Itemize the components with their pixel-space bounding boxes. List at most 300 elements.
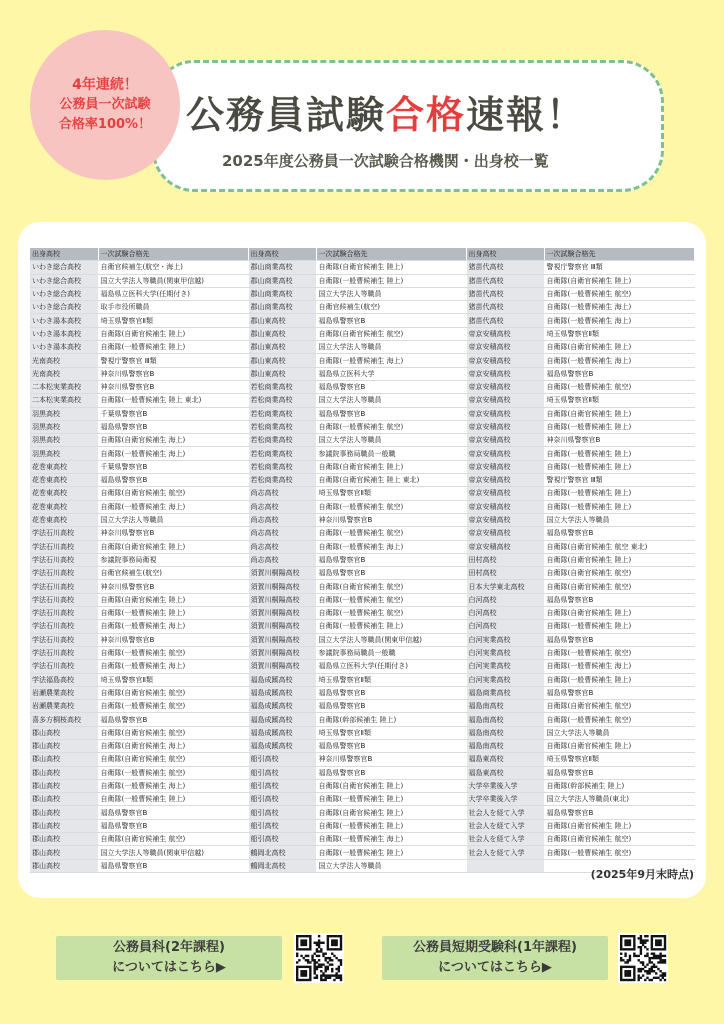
school-cell: 学法石川高校 xyxy=(30,633,98,646)
exam-cell: 埼玉県警察官Ⅱ類 xyxy=(544,394,694,407)
school-cell: 帝京安積高校 xyxy=(466,513,544,526)
table-row xyxy=(30,819,694,832)
title-part-1: 公務員試験 xyxy=(186,93,387,137)
school-cell: 船引高校 xyxy=(248,753,316,766)
exam-cell: 自衛隊(一般曹候補生 航空) xyxy=(544,287,694,300)
school-cell: 郡山高校 xyxy=(30,819,98,832)
school-cell: 帝京安積高校 xyxy=(466,327,544,340)
school-cell: 須賀川桐陽高校 xyxy=(248,620,316,633)
exam-cell: 国立大学法人等職員 xyxy=(316,287,466,300)
table-row xyxy=(30,500,694,513)
exam-cell: 千葉県警察官B xyxy=(98,460,248,473)
school-cell: 羽黒高校 xyxy=(30,420,98,433)
school-cell: 羽黒高校 xyxy=(30,434,98,447)
school-cell: 郡山高校 xyxy=(30,766,98,779)
school-cell: 若松商業高校 xyxy=(248,394,316,407)
school-cell: 学法石川高校 xyxy=(30,607,98,620)
school-cell: 福島商業高校 xyxy=(466,686,544,699)
school-cell: 船引高校 xyxy=(248,779,316,792)
exam-cell: 自衛隊(一般曹候補生 陸上) xyxy=(316,846,466,859)
course-2year-link-button[interactable] xyxy=(56,936,282,980)
header-exam-2: 一次試験合格先 xyxy=(316,248,466,261)
school-cell: 帝京安積高校 xyxy=(466,354,544,367)
school-cell: 光南高校 xyxy=(30,354,98,367)
header-school-2: 出身高校 xyxy=(248,248,316,261)
exam-cell: 自衛官候補生(航空) xyxy=(98,567,248,580)
button-label-line-1: 公務員科(2年課程) xyxy=(113,940,225,955)
school-cell: 郡山高校 xyxy=(30,753,98,766)
school-cell: 花巻東高校 xyxy=(30,513,98,526)
school-cell: 尚志高校 xyxy=(248,527,316,540)
school-cell: 郡山高校 xyxy=(30,806,98,819)
school-cell: 福島東高校 xyxy=(466,766,544,779)
exam-cell: 自衛隊(一般曹候補生 航空) xyxy=(98,766,248,779)
exam-cell: 警視庁警察官 Ⅲ類 xyxy=(544,474,694,487)
exam-cell: 参議院事務局職員一般職 xyxy=(316,447,466,460)
table-row xyxy=(30,327,694,340)
school-cell: 社会人を経て入学 xyxy=(466,846,544,859)
school-cell: 福島南高校 xyxy=(466,700,544,713)
school-cell: 船引高校 xyxy=(248,806,316,819)
school-cell: 福島成蹊高校 xyxy=(248,713,316,726)
exam-cell: 福島県警察官B xyxy=(544,686,694,699)
exam-cell: 自衛隊(自衛官候補生 陸上) xyxy=(544,607,694,620)
school-cell: 郡山東高校 xyxy=(248,314,316,327)
exam-cell: 国立大学法人等職員(東北) xyxy=(544,793,694,806)
school-cell: 学法石川高校 xyxy=(30,593,98,606)
table-row xyxy=(30,474,694,487)
school-cell: 帝京安積高校 xyxy=(466,341,544,354)
exam-cell: 神奈川県警察官B xyxy=(544,434,694,447)
exam-cell: 福島県警察官B xyxy=(98,713,248,726)
exam-cell: 神奈川県警察官B xyxy=(316,753,466,766)
exam-cell: 福島県警察官B xyxy=(544,527,694,540)
school-cell: 白河実業高校 xyxy=(466,660,544,673)
school-cell: 船引高校 xyxy=(248,819,316,832)
school-cell: 日本大学東北高校 xyxy=(466,580,544,593)
exam-cell: 国立大学法人等職員 xyxy=(316,434,466,447)
exam-cell: 自衛隊(一般曹候補生 航空) xyxy=(316,527,466,540)
exam-cell: 参議院事務局衛視 xyxy=(98,553,248,566)
school-cell: 社会人を経て入学 xyxy=(466,819,544,832)
school-cell: 船引高校 xyxy=(248,833,316,846)
exam-cell: 福島県警察官B xyxy=(316,553,466,566)
header-school-1: 出身高校 xyxy=(30,248,98,261)
table-row xyxy=(30,380,694,393)
school-cell: 須賀川桐陽高校 xyxy=(248,607,316,620)
school-cell: 郡山商業高校 xyxy=(248,274,316,287)
table-row xyxy=(30,354,694,367)
school-cell: いわき湯本高校 xyxy=(30,314,98,327)
exam-cell: 自衛隊(一般曹候補生 航空) xyxy=(316,500,466,513)
table-row xyxy=(30,420,694,433)
button-label-line-1: 公務員短期受験科(1年課程) xyxy=(413,940,577,955)
school-cell: 福島南高校 xyxy=(466,726,544,739)
exam-cell: 自衛隊(自衛官候補生 陸上) xyxy=(316,806,466,819)
exam-cell: 警視庁警察官 Ⅲ類 xyxy=(544,261,694,274)
table-row xyxy=(30,739,694,752)
school-cell: 郡山東高校 xyxy=(248,341,316,354)
exam-cell: 自衛隊(一般曹候補生 海上) xyxy=(544,354,694,367)
school-cell: 学法石川高校 xyxy=(30,567,98,580)
exam-cell: 自衛隊(一般曹候補生 陸上) xyxy=(98,341,248,354)
exam-cell: 自衛隊(自衛官候補生 航空) xyxy=(98,686,248,699)
school-cell: 学法石川高校 xyxy=(30,527,98,540)
exam-cell: 自衛隊(自衛官候補生 海上) xyxy=(98,434,248,447)
exam-cell: 自衛隊(一般曹候補生 航空) xyxy=(316,593,466,606)
exam-cell: 国立大学法人等職員 xyxy=(544,513,694,526)
exam-cell: 自衛隊(一般曹候補生 航空) xyxy=(316,607,466,620)
exam-cell: 自衛隊(自衛官候補生 航空) xyxy=(544,833,694,846)
exam-cell: 自衛隊(一般曹候補生 航空) xyxy=(544,380,694,393)
exam-cell: 福島県警察官B xyxy=(544,367,694,380)
exam-cell: 自衛隊(自衛官候補生 陸上) xyxy=(316,460,466,473)
qr-code-icon[interactable] xyxy=(294,933,344,983)
school-cell: 船引高校 xyxy=(248,793,316,806)
school-cell: 船引高校 xyxy=(248,766,316,779)
button-label-line-2: についてはこちら▶ xyxy=(112,960,226,975)
school-cell: 福島東高校 xyxy=(466,753,544,766)
exam-cell: 自衛隊(一般曹候補生 海上) xyxy=(544,314,694,327)
exam-cell: 神奈川県警察官B xyxy=(316,513,466,526)
exam-cell: 自衛隊(一般曹候補生 海上) xyxy=(98,779,248,792)
school-cell: 花巻東高校 xyxy=(30,487,98,500)
exam-cell: 国立大学法人等職員 xyxy=(316,859,466,872)
exam-cell: 自衛隊(自衛官候補生 航空) xyxy=(98,487,248,500)
exam-cell: 福島県立医科大学(任期付き) xyxy=(98,287,248,300)
school-cell: 帝京安積高校 xyxy=(466,460,544,473)
exam-cell: 自衛隊(一般曹候補生 陸上) xyxy=(544,460,694,473)
exam-cell: 埼玉県警察官Ⅱ類 xyxy=(544,753,694,766)
school-cell: 郡山東高校 xyxy=(248,354,316,367)
exam-cell: 自衛隊(自衛官候補生 陸上) xyxy=(544,553,694,566)
school-cell: 帝京安積高校 xyxy=(466,394,544,407)
school-cell: 学法石川高校 xyxy=(30,553,98,566)
exam-cell: 自衛隊(自衛官候補生 陸上) xyxy=(316,261,466,274)
school-cell: 福島南高校 xyxy=(466,739,544,752)
exam-cell: 国立大学法人等職員 xyxy=(316,341,466,354)
exam-cell: 自衛隊(自衛官候補生 航空) xyxy=(316,580,466,593)
school-cell: 郡山高校 xyxy=(30,726,98,739)
school-cell: 須賀川桐陽高校 xyxy=(248,660,316,673)
exam-cell: 福島県警察官B xyxy=(98,420,248,433)
school-cell: 福島成蹊高校 xyxy=(248,726,316,739)
school-cell: いわき総合高校 xyxy=(30,261,98,274)
school-cell: 帝京安積高校 xyxy=(466,487,544,500)
table-row xyxy=(30,766,694,779)
school-cell: 郡山高校 xyxy=(30,793,98,806)
exam-cell: 福島県警察官B xyxy=(98,474,248,487)
exam-cell: 自衛隊(一般曹候補生 陸上) xyxy=(316,274,466,287)
school-cell: いわき湯本高校 xyxy=(30,341,98,354)
exam-cell: 埼玉県警察官Ⅱ類 xyxy=(98,314,248,327)
school-cell: 郡山高校 xyxy=(30,779,98,792)
school-cell xyxy=(466,859,544,872)
exam-cell: 福島県立医科大学 xyxy=(316,367,466,380)
table-row xyxy=(30,580,694,593)
school-cell: 学法石川高校 xyxy=(30,580,98,593)
header-exam-3: 一次試験合格先 xyxy=(544,248,694,261)
school-cell: 白河実業高校 xyxy=(466,633,544,646)
table-row xyxy=(30,434,694,447)
school-cell: 福島成蹊高校 xyxy=(248,739,316,752)
exam-cell: 自衛隊(自衛官候補生 陸上) xyxy=(544,739,694,752)
exam-cell: 自衛隊(自衛官候補生 航空) xyxy=(98,726,248,739)
table-row xyxy=(30,779,694,792)
school-cell: 若松商業高校 xyxy=(248,420,316,433)
school-cell: 福島南高校 xyxy=(466,713,544,726)
school-cell: 大学卒業後入学 xyxy=(466,793,544,806)
school-cell: 大学卒業後入学 xyxy=(466,779,544,792)
achievement-badge xyxy=(36,36,174,174)
school-cell: 若松商業高校 xyxy=(248,407,316,420)
school-cell: 田村高校 xyxy=(466,553,544,566)
table-row xyxy=(30,846,694,859)
exam-cell: 自衛隊(自衛官候補生 航空) xyxy=(98,753,248,766)
school-cell: 花巻東高校 xyxy=(30,500,98,513)
school-cell: 郡山高校 xyxy=(30,833,98,846)
table-row xyxy=(30,726,694,739)
exam-cell: 国立大学法人等職員(関東甲信越) xyxy=(316,633,466,646)
school-cell: 猪苗代高校 xyxy=(466,314,544,327)
table-row xyxy=(30,646,694,659)
exam-cell: 自衛隊(自衛官候補生 海上) xyxy=(98,739,248,752)
table-row xyxy=(30,607,694,620)
school-cell: 岩瀬農業高校 xyxy=(30,700,98,713)
page-title xyxy=(186,84,586,139)
exam-cell: 自衛隊(一般曹候補生 海上) xyxy=(98,447,248,460)
exam-cell: 福島県警察官B xyxy=(316,314,466,327)
school-cell: 鶴岡北高校 xyxy=(248,846,316,859)
table-row xyxy=(30,367,694,380)
exam-cell: 警視庁警察官 Ⅲ類 xyxy=(98,354,248,367)
school-cell: 尚志高校 xyxy=(248,553,316,566)
exam-cell: 福島県警察官B xyxy=(544,806,694,819)
school-cell: 羽黒高校 xyxy=(30,447,98,460)
title-part-2: 速報！ xyxy=(466,93,587,137)
school-cell: 尚志高校 xyxy=(248,500,316,513)
exam-cell: 自衛隊(自衛官候補生 航空) xyxy=(316,327,466,340)
school-cell: 光南高校 xyxy=(30,367,98,380)
header-school-3: 出身高校 xyxy=(466,248,544,261)
exam-cell: 福島県警察官B xyxy=(316,380,466,393)
school-cell: 須賀川桐陽高校 xyxy=(248,646,316,659)
table-row xyxy=(30,407,694,420)
exam-cell: 自衛隊(一般曹候補生 海上) xyxy=(316,833,466,846)
exam-cell: 埼玉県警察官Ⅱ類 xyxy=(316,487,466,500)
table-row xyxy=(30,287,694,300)
table-row xyxy=(30,713,694,726)
school-cell: 帝京安積高校 xyxy=(466,500,544,513)
exam-cell: 自衛官候補生(航空) xyxy=(316,301,466,314)
school-cell: 学法石川高校 xyxy=(30,620,98,633)
school-cell: 白河実業高校 xyxy=(466,646,544,659)
school-cell: 須賀川桐陽高校 xyxy=(248,567,316,580)
table-row xyxy=(30,806,694,819)
school-cell: 羽黒高校 xyxy=(30,407,98,420)
table-row xyxy=(30,686,694,699)
course-1year-link-button[interactable] xyxy=(382,936,608,980)
school-cell: 学法石川高校 xyxy=(30,540,98,553)
school-cell: 郡山商業高校 xyxy=(248,287,316,300)
exam-cell: 自衛隊(自衛官候補生 航空) xyxy=(544,580,694,593)
school-cell: 猪苗代高校 xyxy=(466,274,544,287)
table-row xyxy=(30,553,694,566)
exam-cell: 自衛隊(一般曹候補生 陸上) xyxy=(316,793,466,806)
exam-cell: 福島県警察官B xyxy=(544,633,694,646)
school-cell: 社会人を経て入学 xyxy=(466,806,544,819)
exam-cell: 福島県警察官B xyxy=(316,407,466,420)
exam-cell: 福島県警察官B xyxy=(544,766,694,779)
exam-cell: 神奈川県警察官B xyxy=(98,580,248,593)
exam-cell: 自衛隊(一般曹候補生 陸上) xyxy=(316,819,466,832)
school-cell: 帝京安積高校 xyxy=(466,434,544,447)
exam-cell: 自衛隊(一般曹候補生 航空) xyxy=(316,420,466,433)
school-cell: 帝京安積高校 xyxy=(466,420,544,433)
school-cell: 鶴岡北高校 xyxy=(248,859,316,872)
exam-cell: 自衛隊(一般曹候補生 海上) xyxy=(316,540,466,553)
exam-cell: 神奈川県警察官B xyxy=(98,380,248,393)
qr-code-icon[interactable] xyxy=(618,933,668,983)
exam-cell: 自衛隊(一般曹候補生 陸上) xyxy=(544,420,694,433)
header-exam-1: 一次試験合格先 xyxy=(98,248,248,261)
exam-cell: 国立大学法人等職員(関東甲信越) xyxy=(98,274,248,287)
school-cell: 福島成蹊高校 xyxy=(248,673,316,686)
school-cell: 尚志高校 xyxy=(248,513,316,526)
exam-cell: 自衛隊(一般曹候補生 航空) xyxy=(544,646,694,659)
badge-line-3: 合格率100%！ xyxy=(58,117,152,132)
exam-cell: 自衛隊(自衛官候補生 陸上) xyxy=(98,327,248,340)
exam-cell: 福島県警察官B xyxy=(98,859,248,872)
exam-cell: 国立大学法人等職員 xyxy=(316,394,466,407)
school-cell: 猪苗代高校 xyxy=(466,301,544,314)
page-subtitle: 2025年度公務員一次試験合格機関・出身校一覧 xyxy=(222,152,549,170)
table-row xyxy=(30,527,694,540)
school-cell: 社会人を経て入学 xyxy=(466,833,544,846)
school-cell: 学法石川高校 xyxy=(30,646,98,659)
exam-cell: 自衛隊(一般曹候補生 陸上) xyxy=(544,500,694,513)
exam-cell: 福島県警察官B xyxy=(544,593,694,606)
exam-cell: 自衛隊(一般曹候補生 海上) xyxy=(544,660,694,673)
exam-cell: 自衛隊(一般曹候補生 陸上) xyxy=(544,620,694,633)
exam-cell: 埼玉県警察官Ⅱ類 xyxy=(316,673,466,686)
exam-cell: 自衛隊(一般曹候補生 陸上) xyxy=(544,487,694,500)
school-cell: 帝京安積高校 xyxy=(466,527,544,540)
exam-cell: 自衛隊(自衛官候補生 陸上) xyxy=(544,407,694,420)
exam-cell: 埼玉県警察官Ⅱ類 xyxy=(98,673,248,686)
school-cell: いわき総合高校 xyxy=(30,274,98,287)
exam-cell: 福島県警察官B xyxy=(316,686,466,699)
exam-cell: 福島県警察官B xyxy=(316,766,466,779)
exam-cell: 自衛隊(一般曹候補生 航空) xyxy=(98,646,248,659)
school-cell: 帝京安積高校 xyxy=(466,380,544,393)
as-of-note: (2025年9月末時点) xyxy=(590,868,694,881)
exam-cell: 福島県警察官B xyxy=(316,700,466,713)
exam-cell: 自衛隊(幹部候補生 陸上) xyxy=(544,779,694,792)
exam-cell: 自衛隊(自衛官候補生 陸上) xyxy=(544,819,694,832)
school-cell: 郡山東高校 xyxy=(248,327,316,340)
exam-cell: 自衛隊(一般曹候補生 陸上) xyxy=(98,793,248,806)
school-cell: 岩瀬農業高校 xyxy=(30,686,98,699)
school-cell: 帝京安積高校 xyxy=(466,447,544,460)
table-row xyxy=(30,633,694,646)
exam-cell: 自衛隊(自衛官候補生 陸上) xyxy=(544,274,694,287)
school-cell: 白河実業高校 xyxy=(466,673,544,686)
exam-cell: 参議院事務局職員一般職 xyxy=(316,646,466,659)
exam-cell: 埼玉県警察官Ⅱ類 xyxy=(544,327,694,340)
exam-cell: 自衛隊(自衛官候補生 陸上 東北) xyxy=(316,474,466,487)
school-cell: 福島成蹊高校 xyxy=(248,686,316,699)
school-cell: 猪苗代高校 xyxy=(466,261,544,274)
school-cell: 郡山高校 xyxy=(30,846,98,859)
table-row xyxy=(30,593,694,606)
school-cell: 二本松実業高校 xyxy=(30,394,98,407)
school-cell: 帝京安積高校 xyxy=(466,407,544,420)
table-row xyxy=(30,700,694,713)
exam-cell: 福島県警察官B xyxy=(98,819,248,832)
exam-cell: 自衛官候補生(航空・海上) xyxy=(98,261,248,274)
school-cell: 福島成蹊高校 xyxy=(248,700,316,713)
exam-cell: 福島県立医科大学(任期付き) xyxy=(316,660,466,673)
exam-cell: 千葉県警察官B xyxy=(98,407,248,420)
table-row xyxy=(30,660,694,673)
exam-cell: 自衛隊(一般曹候補生 海上) xyxy=(98,620,248,633)
exam-cell: 自衛隊(一般曹候補生 陸上 東北) xyxy=(98,394,248,407)
exam-cell: 福島県警察官B xyxy=(98,806,248,819)
table-row xyxy=(30,567,694,580)
exam-cell: 自衛隊(一般曹候補生 海上) xyxy=(98,660,248,673)
exam-cell: 福島県警察官B xyxy=(316,567,466,580)
exam-cell: 自衛隊(一般曹候補生 陸上) xyxy=(98,607,248,620)
school-cell: 若松商業高校 xyxy=(248,447,316,460)
table-row xyxy=(30,753,694,766)
exam-cell: 国立大学法人等職員 xyxy=(98,513,248,526)
exam-cell: 自衛隊(幹部候補生 陸上) xyxy=(316,713,466,726)
table-row xyxy=(30,261,694,274)
school-cell: 須賀川桐陽高校 xyxy=(248,580,316,593)
table-row xyxy=(30,460,694,473)
school-cell: 帝京安積高校 xyxy=(466,540,544,553)
table-row xyxy=(30,394,694,407)
results-table xyxy=(30,248,695,873)
exam-cell: 国立大学法人等職員(関東甲信越) xyxy=(98,846,248,859)
school-cell: いわき総合高校 xyxy=(30,287,98,300)
school-cell: いわき湯本高校 xyxy=(30,327,98,340)
school-cell: 花巻東高校 xyxy=(30,460,98,473)
exam-cell: 自衛隊(自衛官候補生 航空) xyxy=(544,567,694,580)
button-label-line-2: についてはこちら▶ xyxy=(438,960,552,975)
exam-cell: 自衛隊(自衛官候補生 航空 東北) xyxy=(544,540,694,553)
school-cell: 須賀川桐陽高校 xyxy=(248,633,316,646)
exam-cell: 埼玉県警察官Ⅱ類 xyxy=(316,726,466,739)
school-cell: 猪苗代高校 xyxy=(466,287,544,300)
exam-cell: 自衛隊(一般曹候補生 陸上) xyxy=(544,673,694,686)
badge-line-2: 公務員一次試験 xyxy=(59,97,151,112)
exam-cell: 自衛隊(一般曹候補生 陸上) xyxy=(544,447,694,460)
exam-cell: 自衛隊(一般曹候補生 陸上) xyxy=(316,620,466,633)
school-cell: 白河高校 xyxy=(466,607,544,620)
exam-cell: 神奈川県警察官B xyxy=(98,367,248,380)
exam-cell: 自衛隊(自衛官候補生 航空) xyxy=(544,700,694,713)
school-cell: 郡山高校 xyxy=(30,859,98,872)
exam-cell: 自衛隊(一般曹候補生 海上) xyxy=(98,500,248,513)
exam-cell: 自衛隊(一般曹候補生 海上) xyxy=(316,354,466,367)
exam-cell: 自衛隊(自衛官候補生 陸上) xyxy=(544,341,694,354)
school-cell: 郡山商業高校 xyxy=(248,261,316,274)
badge-line-1: 4年連続！ xyxy=(72,77,138,93)
exam-cell: 自衛隊(一般曹候補生 航空) xyxy=(544,846,694,859)
table-row xyxy=(30,274,694,287)
